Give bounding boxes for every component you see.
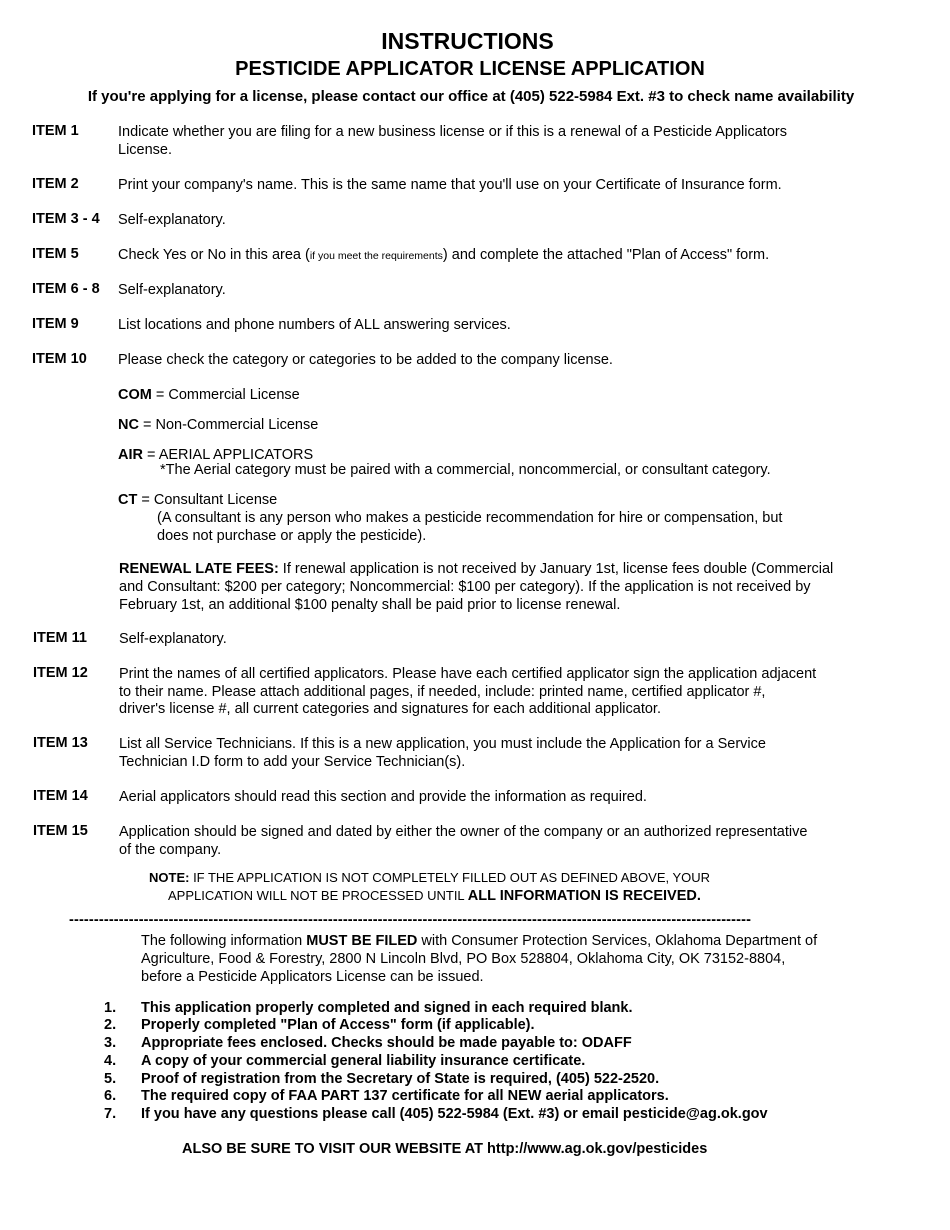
- item-15-text-line2: of the company.: [119, 842, 222, 858]
- requirement-text: Properly completed "Plan of Access" form (if applicable).: [141, 1017, 535, 1033]
- filing-line3: before a Pesticide Applicators License can be issued.: [141, 969, 484, 985]
- requirement-num: 2.: [104, 1017, 117, 1033]
- renewal-line1-text: If renewal application is not received by January 1st, license fees double (Commercial: [278, 561, 834, 577]
- item-13-label: ITEM 13: [33, 735, 88, 751]
- item-5-text: [118, 246, 769, 265]
- requirement-num: 7.: [104, 1106, 117, 1122]
- category-nc-desc: = Non-Commercial License: [138, 417, 319, 433]
- website-footer: ALSO BE SURE TO VISIT OUR WEBSITE AT http://www.ag.ok.gov/pesticides: [182, 1141, 708, 1157]
- item-1-text-line2: License.: [118, 142, 173, 158]
- requirement-text: If you have any questions please call (405) 522-5984 (Ext. #3) or email pesticide@ag.ok.gov: [141, 1106, 768, 1122]
- filing-line1-c: with Consumer Protection Services, Oklahoma Department of: [417, 933, 818, 949]
- requirement-num: 3.: [104, 1035, 117, 1051]
- requirement-text: The required copy of FAA PART 137 certificate for all NEW aerial applicators.: [141, 1088, 669, 1104]
- item-1-text-line1: Indicate whether you are filing for a new business license or if this is a renewal of a Pesticide Applicators: [118, 124, 787, 140]
- item-13-text-line1: List all Service Technicians. If this is a new application, you must include the Application for a Service: [119, 736, 766, 752]
- requirement-text: Proof of registration from the Secretary of State is required, (405) 522-2520.: [141, 1071, 660, 1087]
- filing-line1-a: The following information: [141, 933, 307, 949]
- page-subtitle: PESTICIDE APPLICATOR LICENSE APPLICATION: [235, 58, 705, 80]
- item-11-text: Self-explanatory.: [119, 631, 227, 647]
- category-air-note: *The Aerial category must be paired with a commercial, noncommercial, or consultant category.: [160, 462, 771, 478]
- requirement-text: This application properly completed and signed in each required blank.: [141, 1000, 633, 1016]
- item-15-text-line1: Application should be signed and dated by either the owner of the company or an authorized representative: [119, 824, 808, 840]
- category-ct-note-line2: does not purchase or apply the pesticide).: [157, 528, 427, 544]
- category-ct-desc: = Consultant License: [137, 492, 278, 508]
- filing-line2: Agriculture, Food & Forestry, 2800 N Lincoln Blvd, PO Box 528804, Oklahoma City, OK 73152-8804,: [141, 951, 786, 967]
- requirement-num: 1.: [104, 1000, 117, 1016]
- item-9-label: ITEM 9: [32, 316, 79, 332]
- category-com: [118, 386, 300, 404]
- item-1-label: ITEM 1: [32, 123, 79, 139]
- category-air-desc: = AERIAL APPLICATORS: [142, 447, 314, 463]
- note-label: NOTE:: [149, 870, 190, 885]
- category-com-code: COM: [118, 387, 152, 403]
- item-3-4-label: ITEM 3 - 4: [32, 211, 100, 227]
- item-11-label: ITEM 11: [33, 630, 87, 646]
- item-15-label: ITEM 15: [33, 823, 88, 839]
- item-2-label: ITEM 2: [32, 176, 79, 192]
- item-12-text-line1: Print the names of all certified applicators. Please have each certified applicator sign the application adjacent: [119, 666, 817, 682]
- requirement-num: 5.: [104, 1071, 117, 1087]
- note-line1-text: IF THE APPLICATION IS NOT COMPLETELY FILLED OUT AS DEFINED ABOVE, YOUR: [189, 870, 711, 885]
- item-12-text-line3: driver's license #, all current categories and signatures for each additional applicator.: [119, 701, 661, 717]
- category-nc-code: NC: [118, 417, 139, 433]
- item-9-text: List locations and phone numbers of ALL answering services.: [118, 317, 511, 333]
- item-5-label: ITEM 5: [32, 246, 79, 262]
- item-12-label: ITEM 12: [33, 665, 88, 681]
- note-line2: [168, 887, 701, 905]
- item-2-text: Print your company's name. This is the same name that you'll use on your Certificate of Insurance form.: [118, 177, 782, 193]
- filing-line1: [141, 932, 817, 950]
- category-nc: [118, 416, 318, 434]
- category-com-desc: = Commercial License: [151, 387, 300, 403]
- item-5-text-a: Check Yes or No in this area (: [118, 247, 310, 263]
- item-3-4-text: Self-explanatory.: [118, 212, 226, 228]
- requirement-text: Appropriate fees enclosed. Checks should be made payable to: ODAFF: [141, 1035, 632, 1051]
- category-ct-note-line1: (A consultant is any person who makes a pesticide recommendation for hire or compensation, but: [157, 510, 783, 526]
- requirement-text: A copy of your commercial general liability insurance certificate.: [141, 1053, 586, 1069]
- filing-must-be-filed: MUST BE FILED: [306, 933, 418, 949]
- item-13-text-line2: Technician I.D form to add your Service Technician(s).: [119, 754, 466, 770]
- item-14-text: Aerial applicators should read this section and provide the information as required.: [119, 789, 647, 805]
- item-6-8-text: Self-explanatory.: [118, 282, 226, 298]
- item-10-text: Please check the category or categories to be added to the company license.: [118, 352, 613, 368]
- requirement-num: 6.: [104, 1088, 117, 1104]
- note-line2-text: APPLICATION WILL NOT BE PROCESSED UNTIL: [168, 888, 468, 903]
- note-line1: [149, 869, 710, 887]
- item-10-label: ITEM 10: [32, 351, 87, 367]
- renewal-line2: and Consultant: $200 per category; Noncommercial: $100 per category). If the application is not received by: [119, 579, 811, 595]
- category-ct: [118, 491, 277, 509]
- category-ct-code: CT: [118, 492, 138, 508]
- item-5-text-b: ) and complete the attached "Plan of Access" form.: [442, 247, 770, 263]
- item-12-text-line2: to their name. Please attach additional pages, if needed, include: printed name, certified applicator #,: [119, 684, 766, 700]
- renewal-line3: February 1st, an additional $100 penalty shall be paid prior to license renewal.: [119, 597, 621, 613]
- contact-line: If you're applying for a license, please contact our office at (405) 522-5984 Ext. #3 to check name availability: [87, 88, 855, 105]
- item-6-8-label: ITEM 6 - 8: [32, 281, 100, 297]
- renewal-heading: RENEWAL LATE FEES:: [119, 561, 279, 577]
- item-5-small-text: if you meet the requirements: [309, 250, 443, 262]
- page-title: INSTRUCTIONS: [381, 28, 554, 54]
- renewal-line1: [119, 560, 833, 578]
- note-emphasis: ALL INFORMATION IS RECEIVED.: [467, 888, 701, 904]
- separator-line: -----------------------------------------------------------------------------------------------------------------------------------------: [69, 912, 752, 928]
- item-14-label: ITEM 14: [33, 788, 88, 804]
- requirement-num: 4.: [104, 1053, 117, 1069]
- category-air-code: AIR: [118, 447, 143, 463]
